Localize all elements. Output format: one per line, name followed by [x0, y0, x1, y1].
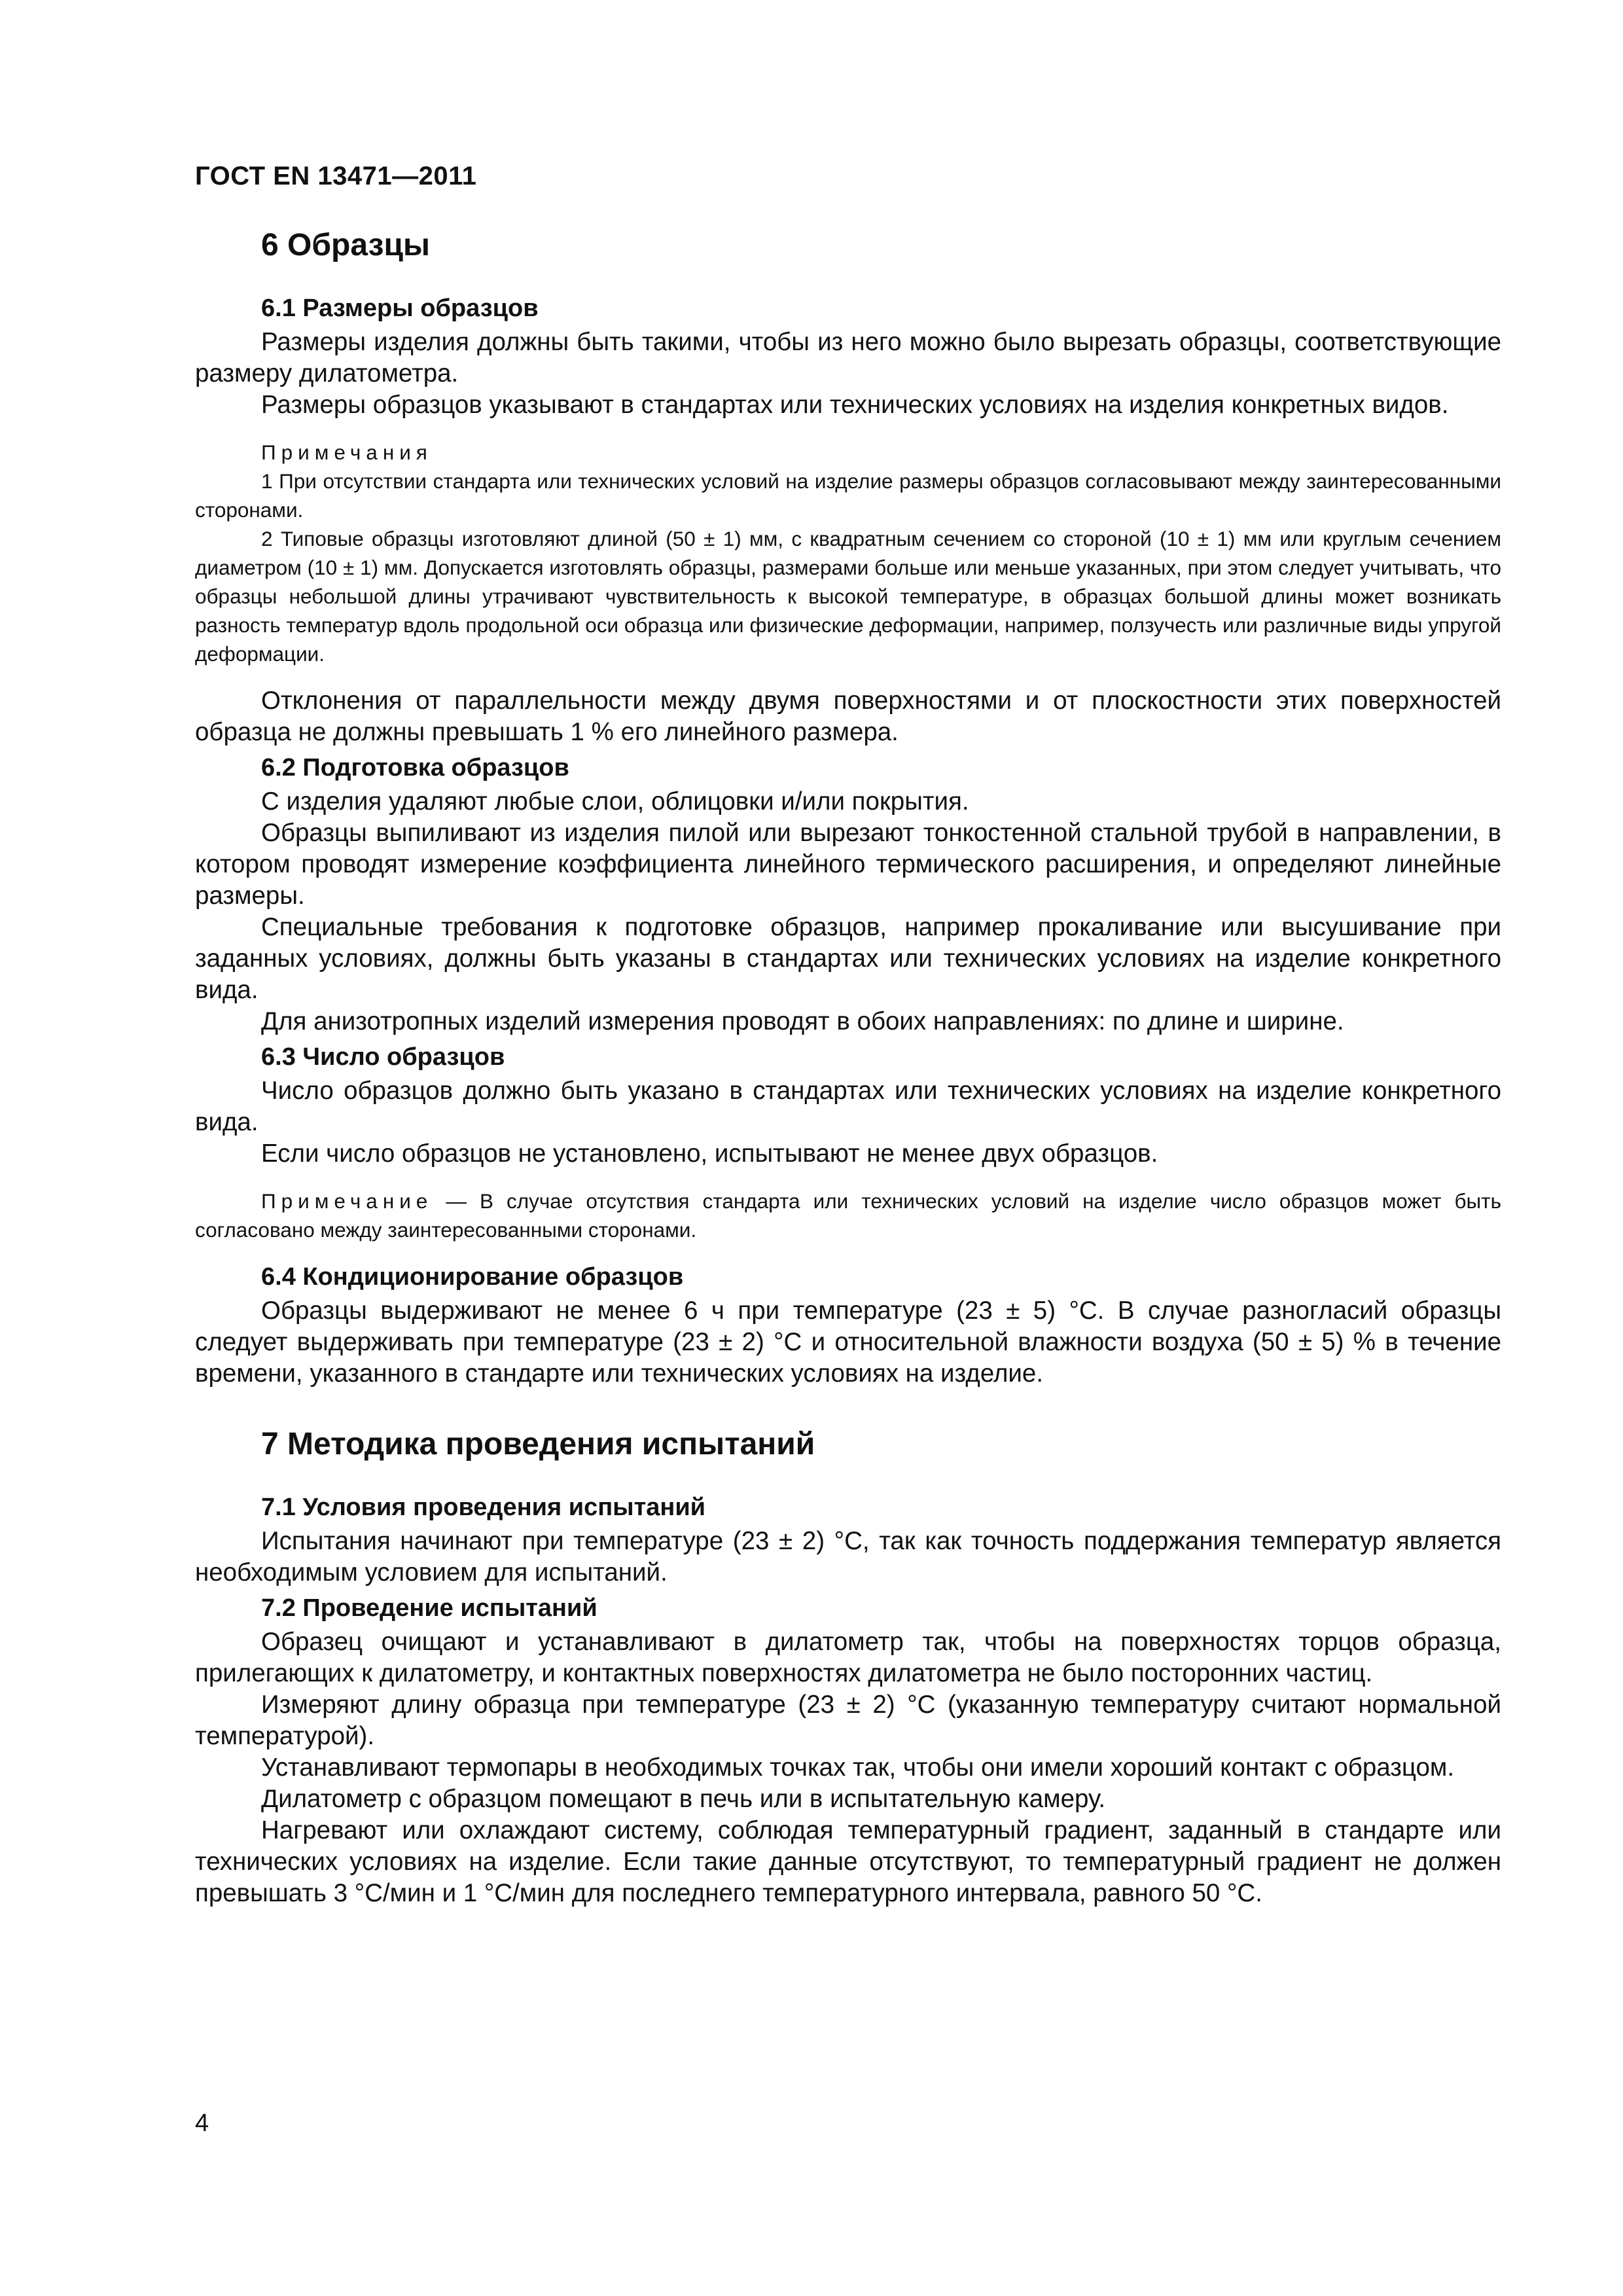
standard-header: ГОСТ EN 13471—2011 [195, 162, 477, 190]
paragraph: Измеряют длину образца при температуре (23 ± 2) °С (указанную температуру считают нормальной температурой). [195, 1691, 1501, 1750]
note-block [195, 1187, 1501, 1244]
paragraph: Для анизотропных изделий измерения проводят в обоих направлениях: по длине и ширине. [261, 1007, 1344, 1035]
paragraph: Образец очищают и устанавливают в дилатометр так, чтобы на поверхностях торцов образца, прилегающих к дилатометру, и контактных поверхностях дилатометра не было посторонних частиц. [195, 1628, 1501, 1687]
paragraph: Образцы выдерживают не менее 6 ч при температуре (23 ± 5) °С. В случае разногласий образцы следует выдерживать при температуре (23 ± 2) °С и относительной влажности воздуха (50 ± 5) % в течение времени, указанного в стандарте или технических условиях на изделие. [195, 1297, 1501, 1388]
paragraph: Размеры изделия должны быть такими, чтобы из него можно было вырезать образцы, соответствующие размеру дилатометра. [195, 328, 1501, 387]
paragraph: Отклонения от параллельности между двумя поверхностями и от плоскостности этих поверхностей образца не должны превышать 1 % его линейного размера. [195, 687, 1501, 746]
subsection-6-1-heading: 6.1 Размеры образцов [261, 295, 539, 322]
subsection-7-2-heading: 7.2 Проведение испытаний [261, 1594, 597, 1622]
paragraph: Число образцов должно быть указано в стандартах или технических условиях на изделие конкретного вида. [195, 1077, 1501, 1136]
note-1: 1 При отсутствии стандарта или технических условий на изделие размеры образцов согласовывают между заинтересованными сторонами. [195, 469, 1501, 522]
paragraph: Специальные требования к подготовке образцов, например прокаливание или высушивание при заданных условиях, должны быть указаны в стандартах или технических условиях на изделие конкретного вида. [195, 913, 1501, 1004]
subsection-6-2-heading: 6.2 Подготовка образцов [261, 754, 569, 781]
paragraph: Образцы выпиливают из изделия пилой или вырезают тонкостенной стальной трубой в направлении, в котором проводят измерение коэффициента линейного термического расширения, и определяют линейные размеры. [195, 819, 1501, 910]
subsection-7-1-heading: 7.1 Условия проведения испытаний [261, 1494, 706, 1521]
paragraph: Дилатометр с образцом помещают в печь или в испытательную камеру. [261, 1785, 1106, 1813]
section-6-heading: 6 Образцы [261, 228, 430, 262]
page-number: 4 [195, 2109, 209, 2137]
paragraph: С изделия удаляют любые слои, облицовки и/или покрытия. [261, 787, 969, 816]
note-2: 2 Типовые образцы изготовляют длиной (50 ± 1) мм, с квадратным сечением со стороной (10 ± 1) мм или круглым сечением диаметром (10 ± 1) мм. Допускается изготовлять образцы, размерами больше или меньше указанных, при этом следует учитывать, что образцы небольшой длины утрачивают чувствительность к высокой температуре, в образцах большой длины может возникать разность температур вдоль продольной оси образца или физические деформации, например, ползучесть или различные виды упругой деформации. [195, 527, 1501, 666]
notes-title: Примечания [261, 440, 433, 464]
paragraph: Устанавливают термопары в необходимых точках так, чтобы они имели хороший контакт с образцом. [261, 1753, 1455, 1782]
subsection-6-4-heading: 6.4 Кондиционирование образцов [261, 1263, 684, 1291]
note-label: Примечание [261, 1189, 433, 1213]
subsection-6-3-heading: 6.3 Число образцов [261, 1043, 505, 1071]
paragraph: Если число образцов не установлено, испытывают не менее двух образцов. [261, 1139, 1158, 1168]
paragraph: Размеры образцов указывают в стандартах или технических условиях на изделия конкретных видов. [261, 391, 1449, 419]
document-body [195, 226, 1501, 1909]
note-text: — В случае отсутствия стандарта или технических условий на изделие число образцов может быть согласовано между заинтересованными сторонами. [195, 1189, 1501, 1242]
paragraph: Нагревают или охлаждают систему, соблюдая температурный градиент, заданный в стандарте или технических условиях на изделие. Если такие данные отсутствуют, то температурный градиент не должен превышать 3 °С/мин и 1 °С/мин для последнего температурного интервала, равного 50 °С. [195, 1816, 1501, 1907]
notes-block [195, 438, 1501, 668]
note [195, 1187, 1501, 1244]
section-7-heading: 7 Методика проведения испытаний [261, 1427, 815, 1462]
paragraph: Испытания начинают при температуре (23 ± 2) °С, так как точность поддержания температур является необходимым условием для испытаний. [195, 1527, 1501, 1587]
